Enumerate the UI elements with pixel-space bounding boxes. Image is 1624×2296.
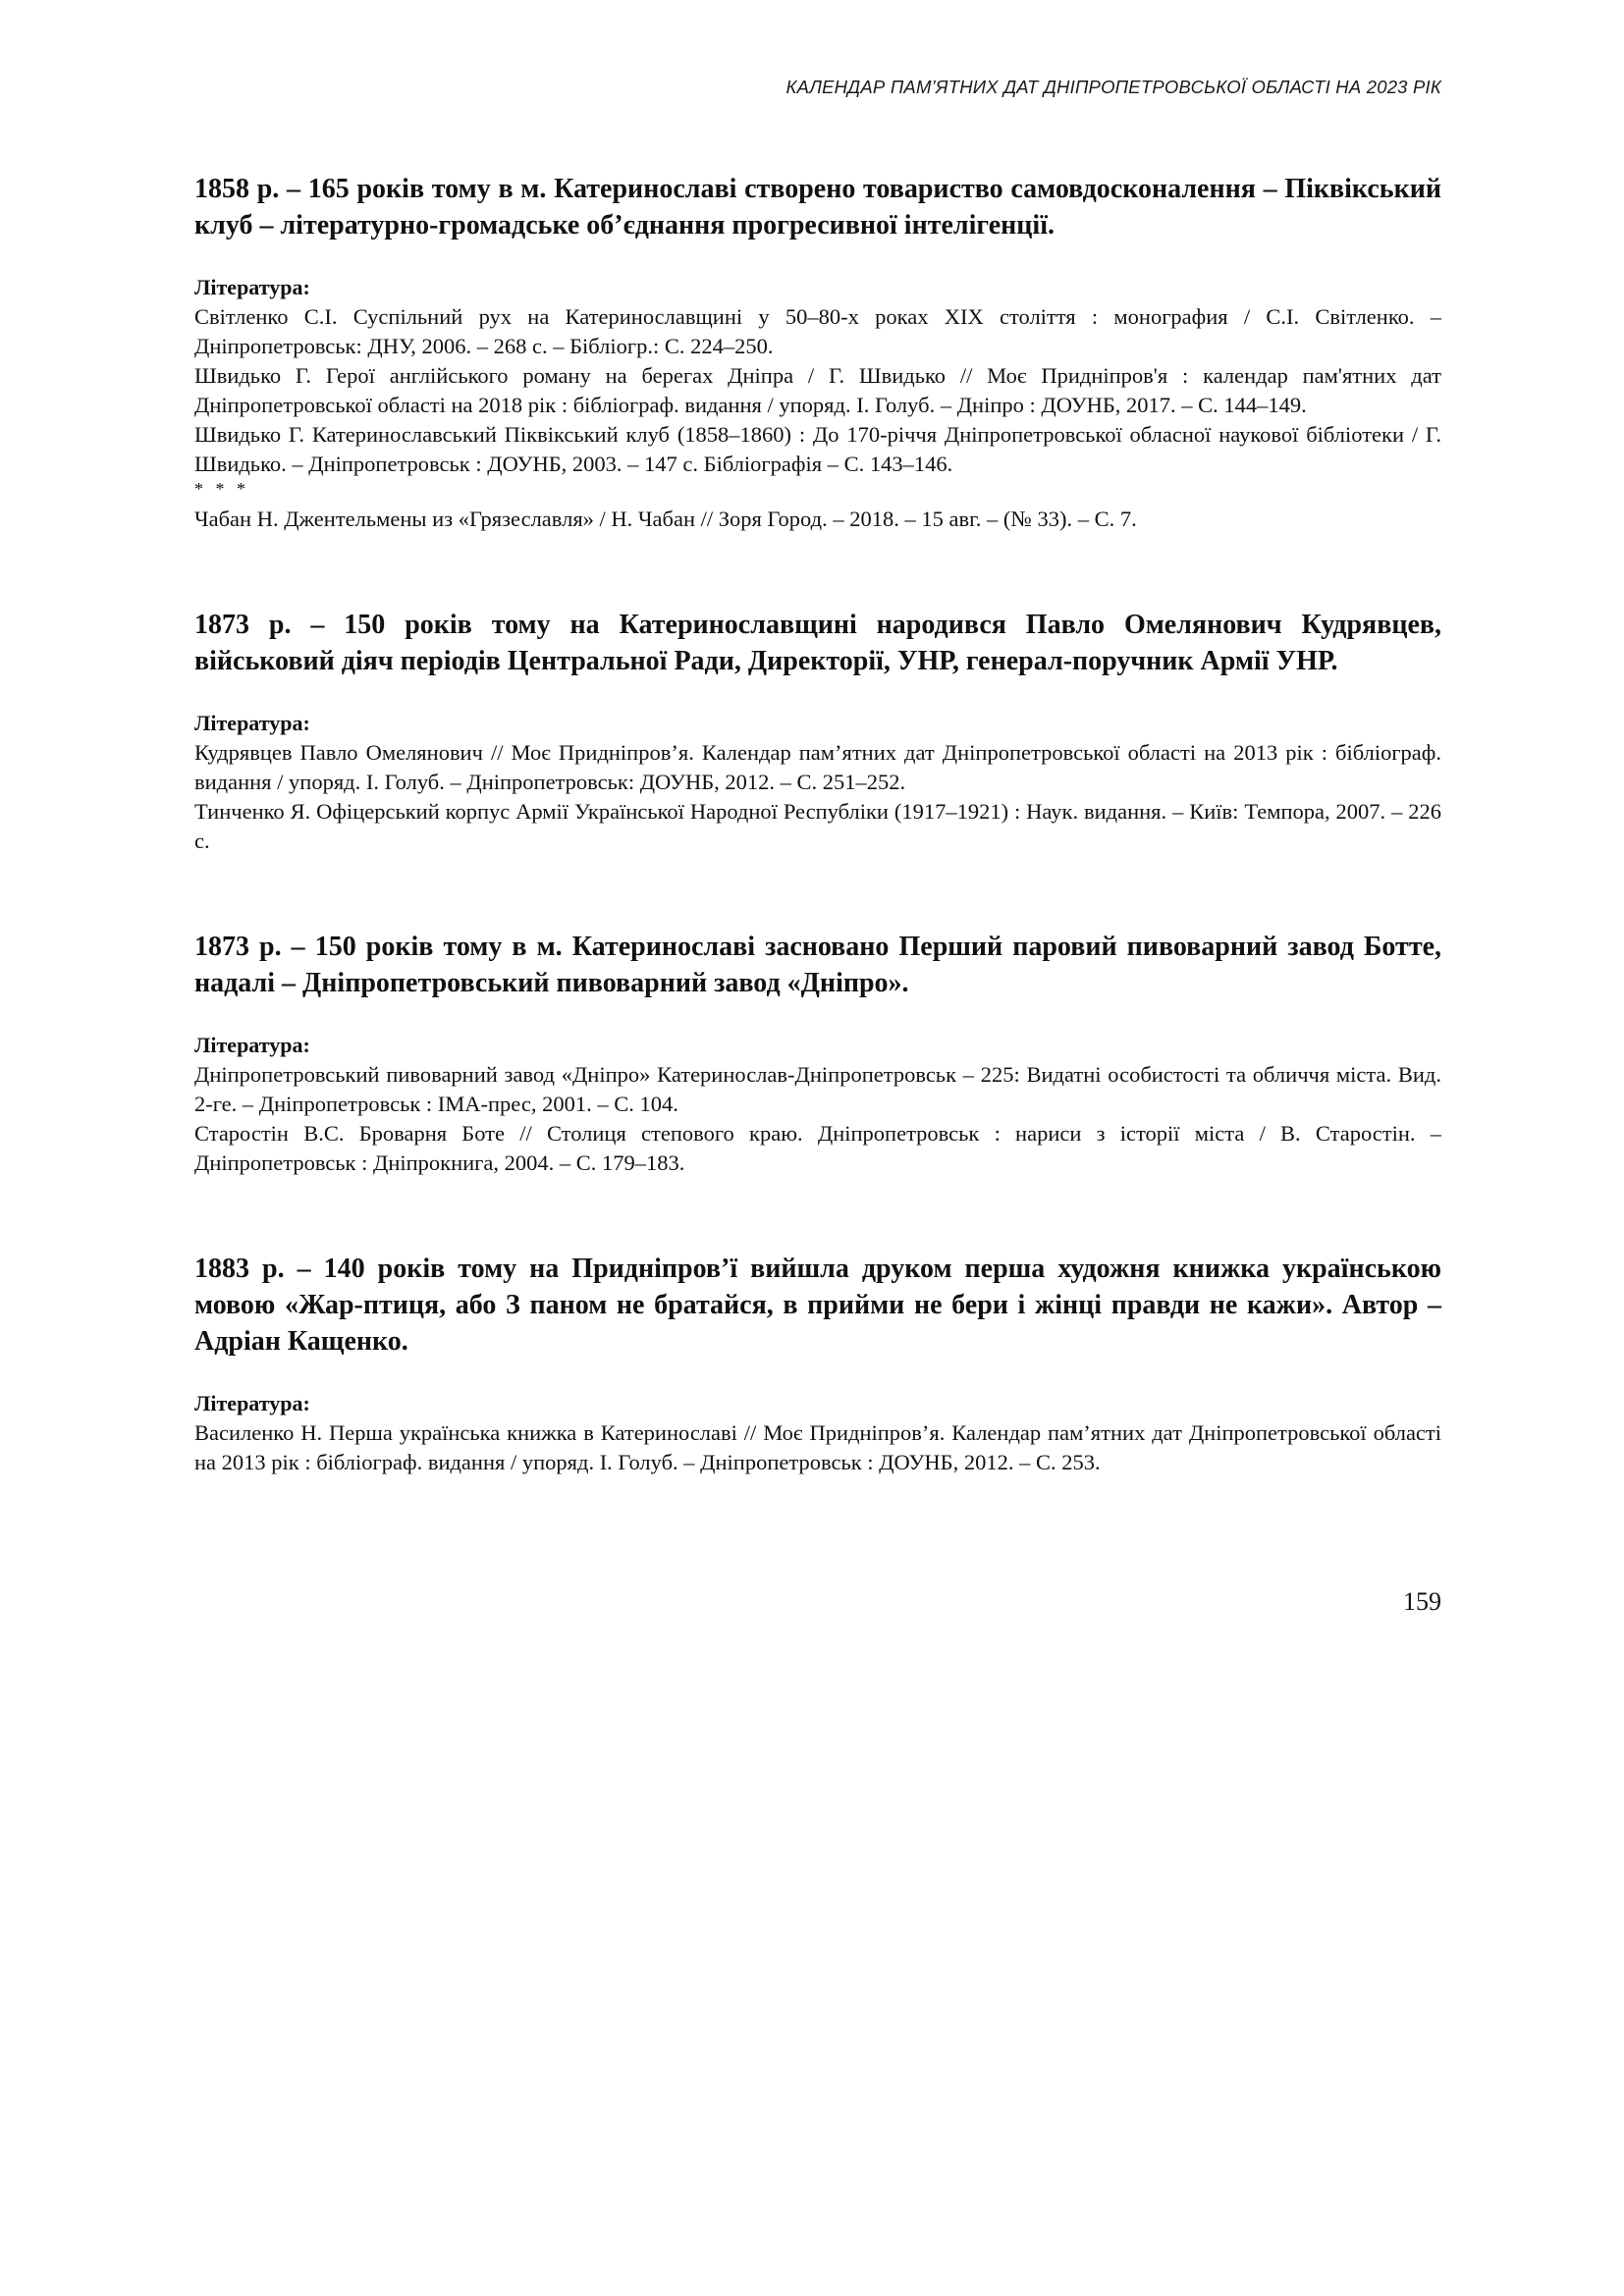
reference-item: Тинченко Я. Офіцерський корпус Армії Української Народної Республіки (1917–1921) : Наук. видання. – Київ: Темпора, 2007. – 226 с. xyxy=(194,799,1441,853)
entry-title: 1873 р. – 150 років тому на Катеринославщині народився Павло Омелянович Кудрявцев, військовий діяч періодів Центральної Ради, Директорії, УНР, генерал-поручник Армії УНР. xyxy=(194,610,1441,676)
page-number: 159 xyxy=(1403,1587,1441,1616)
calendar-entry xyxy=(194,929,1441,1178)
reference-item: Старостін В.С. Броварня Боте // Столиця степового краю. Дніпропетровськ : нариси з історії міста / В. Старостін. – Дніпропетровськ : Дніпрокнига, 2004. – С. 179–183. xyxy=(194,1121,1441,1175)
reference-item: Кудрявцев Павло Омелянович // Моє Придніпров’я. Календар пам’ятних дат Дніпропетровської області на 2013 рік : бібліограф. видання / упоряд. І. Голуб. – Дніпропетровськ: ДОУНБ, 2012. – С. 251–252. xyxy=(194,740,1441,794)
reference-item: Василенко Н. Перша українська книжка в Катеринославі // Моє Придніпров’я. Календар пам’ятних дат Дніпропетровської області на 2013 рік : бібліограф. видання / упоряд. І. Голуб. – Дніпропетровськ : ДОУНБ, 2012. – С. 253. xyxy=(194,1420,1441,1474)
literature-label: Література: xyxy=(194,1391,310,1415)
reference-item: Світленко С.І. Суспільний рух на Катеринославщині у 50–80-х роках XIX століття : монография / С.І. Світленко. – Дніпропетровськ: ДНУ, 2006. – 268 с. – Бібліогр.: С. 224–250. xyxy=(194,304,1441,358)
calendar-entry xyxy=(194,607,1441,856)
page-content xyxy=(194,171,1441,1550)
reference-item: Швидько Г. Герої англійського роману на берегах Дніпра / Г. Швидько // Моє Придніпров'я : календар пам'ятних дат Дніпропетровської області на 2018 рік : бібліограф. видання / упоряд. І. Голуб. – Дніпро : ДОУНБ, 2017. – С. 144–149. xyxy=(194,363,1441,417)
calendar-entry xyxy=(194,171,1441,534)
entry-title: 1883 р. – 140 років тому на Придніпров’ї вийшла друком перша художня книжка українською мовою «Жар-птиця, або З паном не братайся, в прийми не бери і жінці правди не кажи». Автор – Адріан Кащенко. xyxy=(194,1254,1441,1357)
reference-separator: * * * xyxy=(194,479,249,499)
calendar-entry xyxy=(194,1251,1441,1477)
literature-label: Література: xyxy=(194,275,310,299)
entry-title: 1873 р. – 150 років тому в м. Катеринославі засновано Перший паровий пивоварний завод Ботте, надалі – Дніпропетровський пивоварний завод «Дніпро». xyxy=(194,932,1441,998)
reference-item: Чабан Н. Джентельмены из «Грязеславля» / Н. Чабан // Зоря Город. – 2018. – 15 авг. – (№ 33). – С. 7. xyxy=(194,507,1137,531)
literature-label: Література: xyxy=(194,1033,310,1057)
running-header: КАЛЕНДАР ПАМ’ЯТНИХ ДАТ ДНІПРОПЕТРОВСЬКОЇ ОБЛАСТІ НА 2023 РІК xyxy=(785,77,1441,97)
literature-label: Література: xyxy=(194,711,310,735)
reference-item: Дніпропетровський пивоварний завод «Дніпро» Катеринослав-Дніпропетровськ – 225: Видатні особистості та обличчя міста. Вид. 2-ге. – Дніпропетровськ : ІМА-прес, 2001. – С. 104. xyxy=(194,1062,1441,1116)
entry-title: 1858 р. – 165 років тому в м. Катеринославі створено товариство самовдосконалення – Піквікський клуб – літературно-громадське об’єднання прогресивної інтелігенції. xyxy=(194,174,1441,240)
reference-item: Швидько Г. Катеринославський Піквікський клуб (1858–1860) : До 170-річчя Дніпропетровської обласної наукової бібліотеки / Г. Швидько. – Дніпропетровськ : ДОУНБ, 2003. – 147 с. Бібліографія – С. 143–146. xyxy=(194,422,1441,476)
